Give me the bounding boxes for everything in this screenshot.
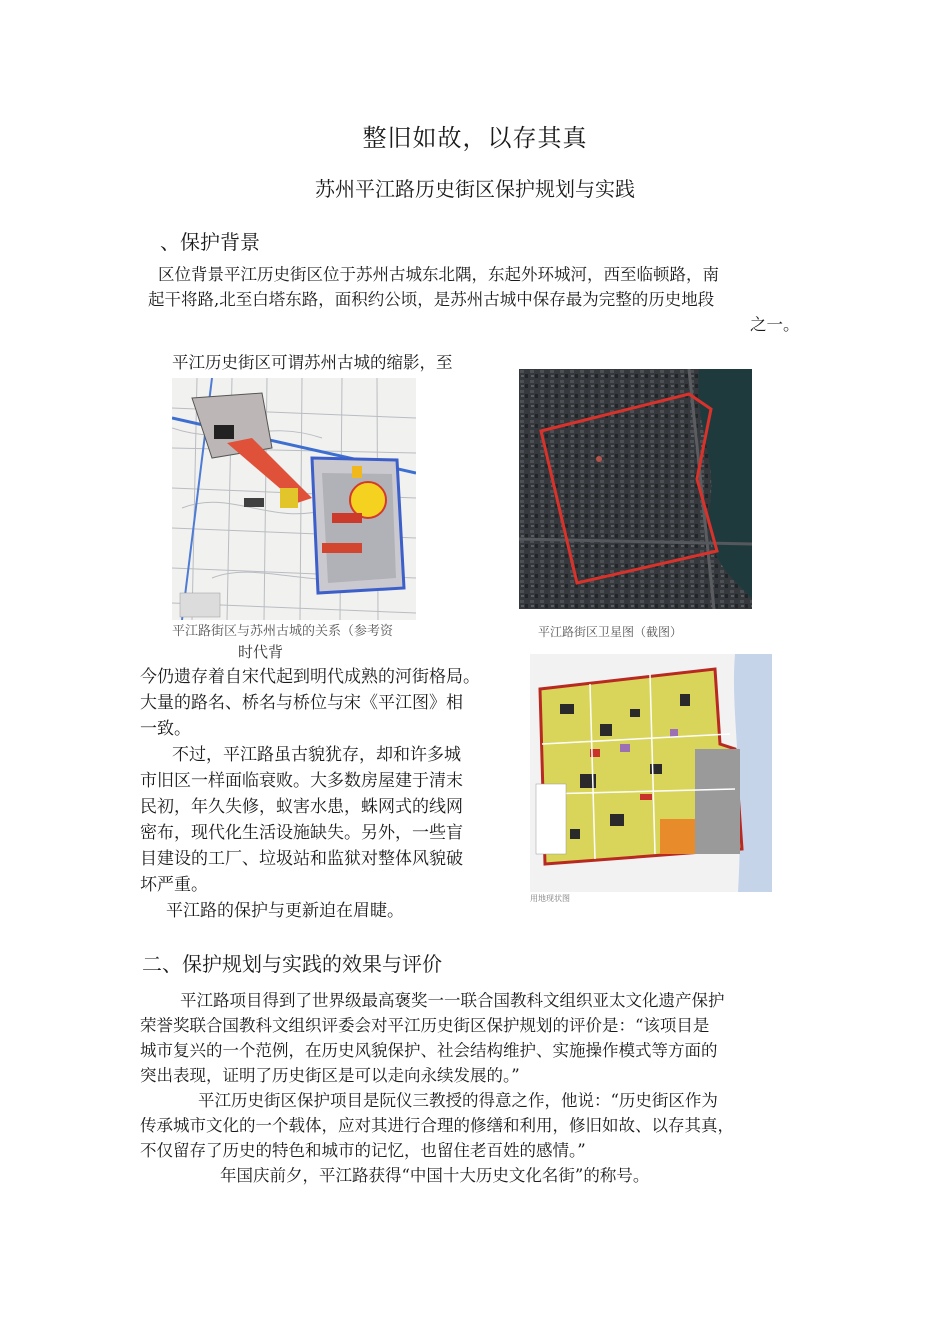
section2-line: 突出表现，证明了历史街区是可以走向永续发展的。” [140, 1066, 520, 1085]
section1-para1-line3: 之一。 [750, 315, 800, 334]
section2-heading: 二、保护规划与实践的效果与评价 [142, 952, 442, 976]
old-city-relation-map [172, 378, 416, 620]
section1-heading: 、保护背景 [160, 230, 260, 254]
section2-line: 荣誉奖联合国教科文组织评委会对平江历史街区保护规划的评价是：“该项目是 [140, 1016, 710, 1035]
column-line: 目建设的工厂、垃圾站和监狱对整体风貌破 [140, 849, 463, 869]
column-line: 今仍遗存着自宋代起到明代成熟的河街格局。 [140, 667, 480, 687]
column-line: 大量的路名、桥名与桥位与宋《平江图》相 [140, 693, 463, 713]
map1-caption: 平江路街区与苏州古城的关系（参考资 [172, 624, 394, 639]
column-line: 一致。 [140, 719, 191, 739]
section1-para2-start: 平江历史街区可谓苏州古城的缩影，至 [172, 353, 453, 372]
column-line: 市旧区一样面临衰败。大多数房屋建于清末 [140, 771, 463, 791]
column-line: 密布，现代化生活设施缺失。另外，一些盲 [140, 823, 463, 843]
section2-line: 平江路项目得到了世界级最高褒奖一一联合国教科文组织亚太文化遗产保护 [180, 991, 725, 1010]
column-line: 民初，年久失修，蚁害水患，蛛网式的线网 [140, 797, 463, 817]
section2-line: 不仅留存了历史的特色和城市的记忆，也留住老百姓的感情。” [140, 1141, 586, 1160]
land-use-caption: 用地现状图 [530, 894, 570, 903]
column-line: 坏严重。 [140, 875, 208, 895]
section2-line: 年国庆前夕，平江路获得“中国十大历史文化名街”的称号。 [220, 1166, 650, 1185]
column-line: 平江路的保护与更新迫在眉睫。 [166, 901, 404, 921]
section2-body [140, 988, 820, 1188]
page-title: 整旧如故，以存其真 [362, 124, 588, 152]
column-line: 不过，平江路虽古貌犹存，却和许多城 [172, 745, 461, 765]
column-text [140, 664, 520, 924]
map1-caption-continued: 时代背 [238, 643, 284, 661]
page-subtitle: 苏州平江路历史街区保护规划与实践 [315, 177, 635, 201]
section1-para1-line1: 区位背景平江历史街区位于苏州古城东北隅，东起外环城河，西至临顿路，南 [158, 265, 719, 284]
section2-line: 传承城市文化的一个载体，应对其进行合理的修缮和利用，修旧如故、以存其真， [140, 1116, 734, 1135]
satellite-image [519, 369, 752, 609]
section1-para1-line2: 起干将路,北至白塔东路，面积约公顷，是苏州古城中保存最为完整的历史地段 [148, 290, 715, 309]
section2-line: 平江历史街区保护项目是阮仪三教授的得意之作，他说：“历史街区作为 [198, 1091, 718, 1110]
section2-line: 城市复兴的一个范例，在历史风貌保护、社会结构维护、实施操作模式等方面的 [140, 1041, 718, 1060]
satellite-caption: 平江路街区卫星图（截图） [538, 625, 683, 639]
land-use-map [530, 654, 772, 892]
